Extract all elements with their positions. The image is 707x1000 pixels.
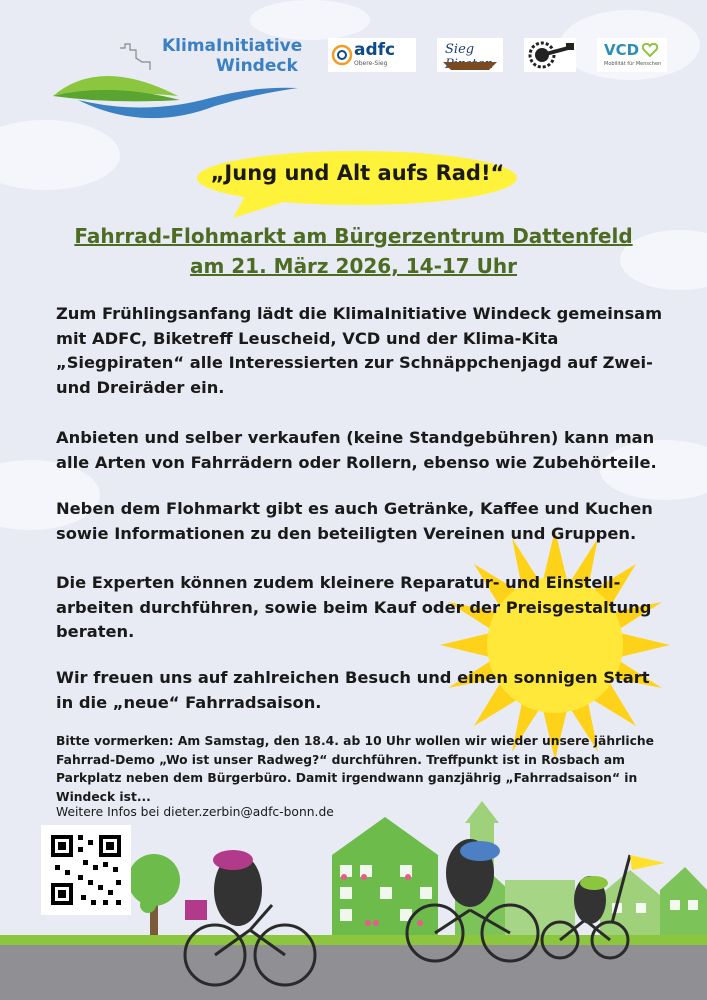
vcd-logo [597, 38, 667, 72]
food-paragraph: Neben dem Flohmarkt gibt es auch Getränke, Kaffee und Kuchen sowie Informationen zu den beteiligten Vereinen und Gruppen. [56, 499, 653, 543]
logo-line-2: Windeck [216, 56, 298, 76]
chainring-icon [524, 38, 576, 72]
adfc-name: adfc [354, 40, 396, 60]
qr-code [41, 825, 131, 915]
ship-icon [443, 58, 497, 70]
biketreff-logo [524, 38, 576, 72]
vcd-subtitle: Mobilität für Menschen [604, 61, 662, 67]
experts-paragraph: Die Experten können zudem kleinere Reparatur- und Einstell-arbeiten durchführen, sowie beim Kauf oder der Preisgestaltung beraten. [56, 573, 652, 641]
tree-illustration [128, 854, 180, 945]
adfc-subtitle: Obere-Sieg [354, 60, 388, 67]
adfc-logo [328, 38, 416, 72]
event-title: Fahrrad-Flohmarkt am Bürgerzentrum Dattenfeld [74, 224, 633, 248]
selling-paragraph: Anbieten und selber verkaufen (keine Standgebühren) kann man alle Arten von Fahrrädern oder Rollern, ebenso wie Zubehörteile. [56, 428, 657, 472]
siegpiraten-logo [437, 38, 503, 72]
heart-icon [642, 43, 658, 57]
contact-info: Weitere Infos bei dieter.zerbin@adfc-bonn.de [56, 805, 334, 819]
siegpiraten-name: Sieg [445, 42, 475, 57]
adfc-ring-icon [331, 44, 353, 66]
demo-note: Bitte vormerken: Am Samstag, den 18.4. ab 10 Uhr wollen wir wieder unsere jährliche Fahrrad-Demo „Wo ist unser Radweg?“ durchführen. Treffpunkt ist in Rosbach am Parkplatz neben dem Bürgerbüro. Damit irgendwann ganzjährig „Fahrradsaison“ in Windeck ist... [56, 734, 654, 804]
event-date: am 21. März 2026, 14-17 Uhr [189, 254, 518, 278]
vcd-name: VCD [604, 41, 640, 59]
background-cloud [250, 0, 370, 40]
sun-icon [440, 530, 670, 760]
closing-paragraph: Wir freuen uns auf zahlreichen Besuch und einen sonnigen Start in die „neue“ Fahrradsaison. [56, 668, 650, 712]
intro-paragraph: Zum Frühlingsanfang lädt die KlimaInitiative Windeck gemeinsam mit ADFC, Biketreff Leuscheid, VCD und der Klima-Kita „Siegpiraten“ alle Interessierten zur Schnäppchenjagd auf Zwei- und Dreiräder ein. [56, 304, 663, 397]
logo-line-1: KlimaInitiative [162, 36, 303, 56]
houses-illustration [332, 801, 707, 945]
slogan: „Jung und Alt aufs Rad!“ [210, 161, 505, 185]
